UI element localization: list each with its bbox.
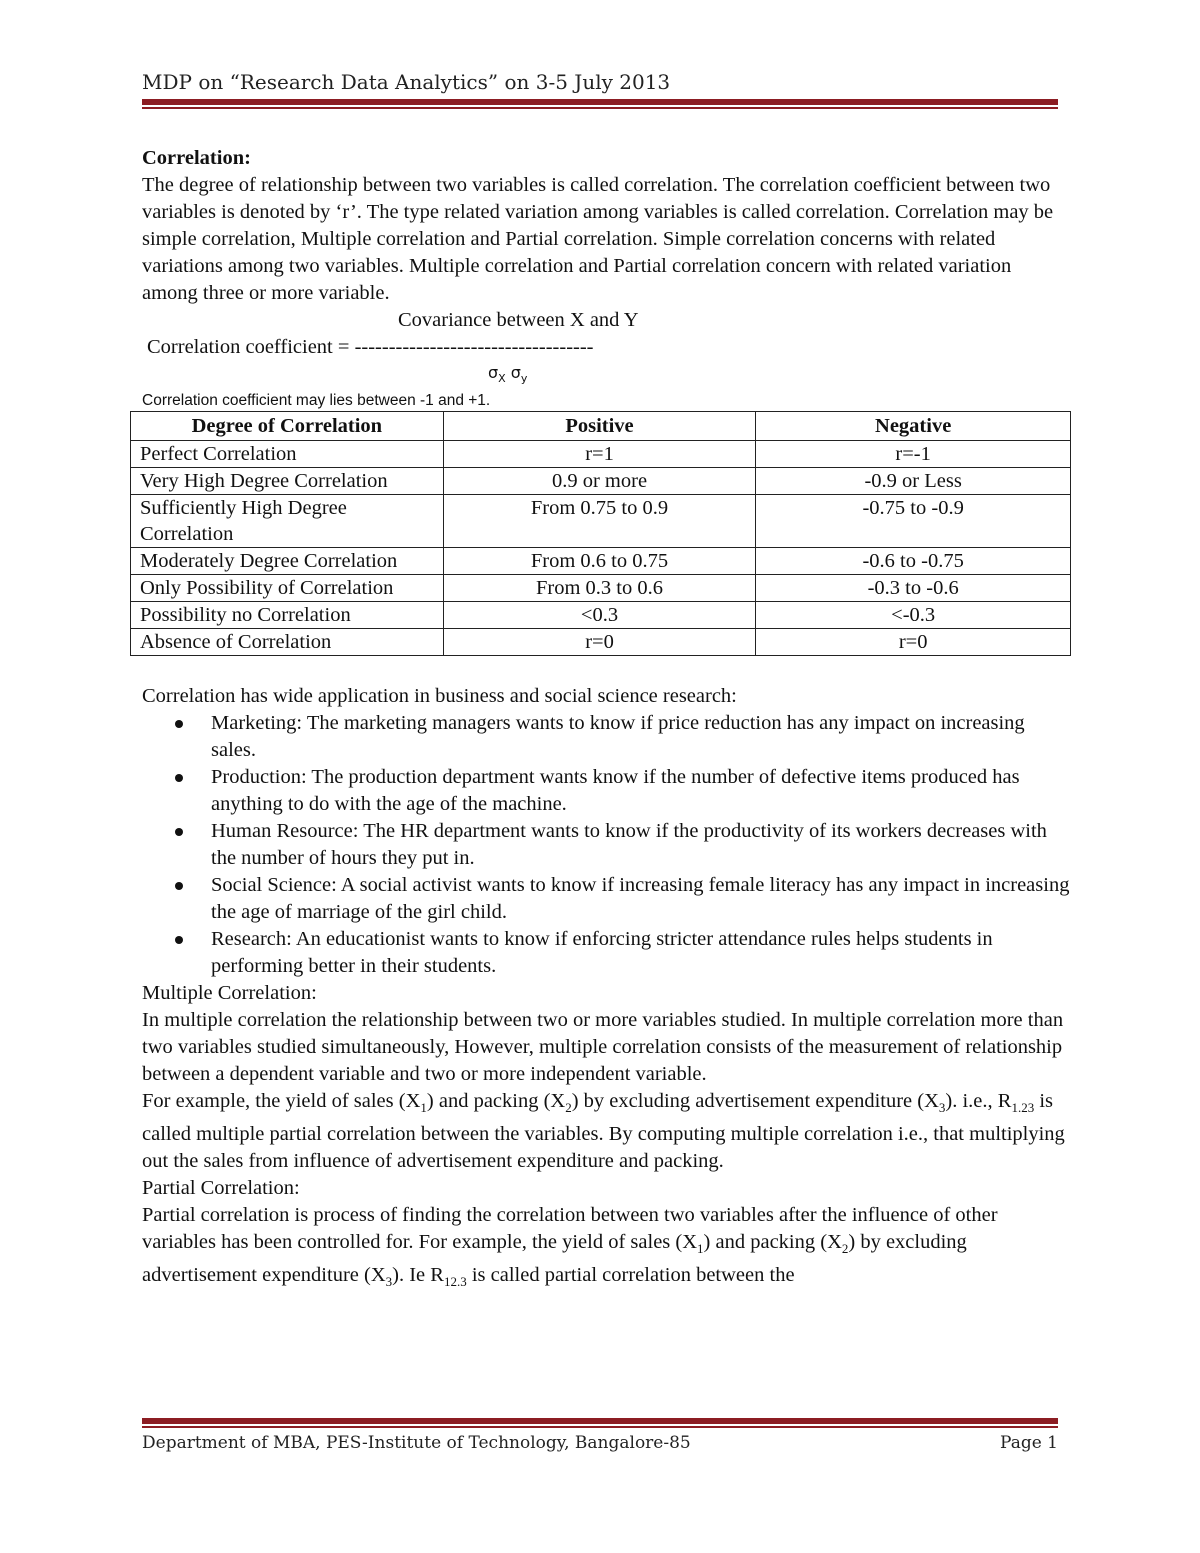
bullet-icon [175, 828, 183, 836]
table-row [131, 468, 1071, 495]
table-header-row [131, 412, 1071, 441]
header-rule [142, 99, 1058, 109]
list-item [211, 818, 1072, 872]
document-body [142, 145, 1072, 1295]
correlation-degree-table [130, 411, 1071, 656]
correlation-definition: The degree of relationship between two variables is called correlation. The correlation coefficient between two variables is denoted by ‘r’. The type related variation among variables is called correlation. Correlation may be simple correlation, Multiple correlation and Partial correlation. Simple correlation concerns with related variations among two variables. Multiple correlation and Partial correlation concern with related variation among three or more variable. [142, 174, 1054, 304]
multiple-correlation-text: In multiple correlation the relationship between two or more variables studied. In multiple correlation more than two variables studied simultaneously, However, multiple correlation consists of the measurement of relationship between a dependent variable and two or more independent variable. [142, 1009, 1064, 1086]
correlation-heading: Correlation: [142, 147, 251, 169]
bullet-icon [175, 882, 183, 890]
column-header: Degree of Correlation [131, 412, 444, 441]
table-row [131, 495, 1071, 548]
positive-cell: r=1 [443, 441, 756, 468]
formula-numerator: Covariance between X and Y [398, 309, 639, 331]
positive-cell: <0.3 [443, 602, 756, 629]
degree-cell: Sufficiently High Degree Correlation [131, 495, 444, 548]
positive-cell: From 0.6 to 0.75 [443, 548, 756, 575]
applications-list [142, 710, 1072, 980]
list-item-text: Production: The production department wants know if the number of defective items produced has anything to do with the age of the machine. [211, 766, 1020, 816]
list-item-text: Marketing: The marketing managers wants to know if price reduction has any impact on increasing sales. [211, 712, 1025, 762]
negative-cell: r=-1 [756, 441, 1071, 468]
partial-correlation-text: Partial correlation is process of finding the correlation between two variables after the influence of other variables has been controlled for. For example, the yield of sales $(X_1)$ and packing $(X_2)$ by excluding advertisement expenditure $(X_3)$. Ie $R_{12.3}$ is called partial correlation between the [142, 1204, 998, 1290]
negative-cell: -0.9 or Less [756, 468, 1071, 495]
list-item-text: Social Science: A social activist wants to know if increasing female literacy has any impact in increasing the age of marriage of the girl child. [211, 874, 1070, 924]
degree-cell: Only Possibility of Correlation [131, 575, 444, 602]
list-item-text: Human Resource: The HR department wants to know if the productivity of its workers decreases with the number of hours they put in. [211, 820, 1047, 870]
bullet-icon [175, 720, 183, 728]
degree-cell: Very High Degree Correlation [131, 468, 444, 495]
degree-cell: Moderately Degree Correlation [131, 548, 444, 575]
sigma-y-subscript: y [520, 372, 528, 386]
list-item [211, 710, 1072, 764]
table-row [131, 548, 1071, 575]
page-number: Page 1 [1000, 1433, 1058, 1453]
negative-cell: -0.75 to -0.9 [756, 495, 1071, 548]
degree-cell: Possibility no Correlation [131, 602, 444, 629]
negative-cell: <-0.3 [756, 602, 1071, 629]
sigma-x-subscript: X [498, 372, 506, 386]
footer-rule [142, 1418, 1058, 1428]
sigma-symbol: σ [510, 363, 521, 382]
list-item-text: Research: An educationist wants to know if enforcing stricter attendance rules helps students in performing better in their students. [211, 928, 993, 978]
multiple-correlation-heading: Multiple Correlation: [142, 982, 317, 1005]
page-header-title: MDP on “Research Data Analytics” on 3-5 July 2013 [142, 70, 671, 94]
degree-cell: Perfect Correlation [131, 441, 444, 468]
formula-denominator [142, 361, 1072, 391]
column-header: Positive [443, 412, 756, 441]
sigma-symbol: σ [488, 363, 499, 382]
formula-label: Correlation coefficient = ----------------------------------- [147, 336, 594, 358]
positive-cell: From 0.3 to 0.6 [443, 575, 756, 602]
partial-correlation-heading: Partial Correlation: [142, 1177, 300, 1200]
negative-cell: -0.6 to -0.75 [756, 548, 1071, 575]
bullet-icon [175, 774, 183, 782]
correlation-range-note: Correlation coefficient may lies between -1 and +1. [142, 392, 491, 410]
negative-cell: -0.3 to -0.6 [756, 575, 1071, 602]
list-item [211, 926, 1072, 980]
table-row [131, 441, 1071, 468]
multiple-correlation-example: For example, the yield of sales $(X_1)$ and packing $(X_2)$ by excluding advertisement expenditure $(X_3)$. i.e., $R_{1.23}$ is called multiple partial correlation between the variables. By computing multiple correlation i.e., that multiplying out the sales from influence of advertisement expenditure and packing. [142, 1090, 1065, 1173]
bullet-icon [175, 936, 183, 944]
applications-intro: Correlation has wide application in business and social science research: [142, 685, 737, 708]
negative-cell: r=0 [756, 629, 1071, 656]
table-row [131, 575, 1071, 602]
positive-cell: r=0 [443, 629, 756, 656]
positive-cell: From 0.75 to 0.9 [443, 495, 756, 548]
list-item [211, 764, 1072, 818]
page-footer [142, 1433, 1058, 1453]
list-item [211, 872, 1072, 926]
table-row [131, 629, 1071, 656]
footer-department: Department of MBA, PES-Institute of Technology, Bangalore-85 [142, 1433, 691, 1453]
degree-cell: Absence of Correlation [131, 629, 444, 656]
column-header: Negative [756, 412, 1071, 441]
positive-cell: 0.9 or more [443, 468, 756, 495]
table-row [131, 602, 1071, 629]
